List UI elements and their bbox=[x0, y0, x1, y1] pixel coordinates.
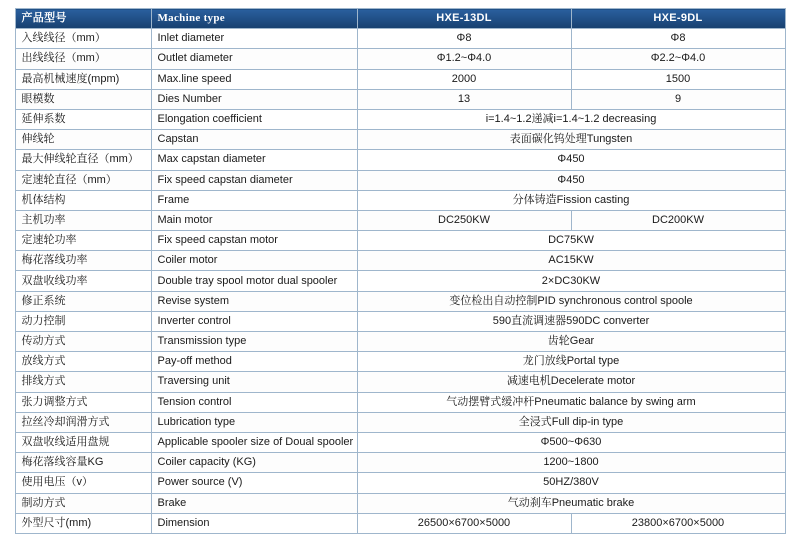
row-label-cn: 延伸系数 bbox=[15, 109, 151, 129]
column-header-model-cn: 产品型号 bbox=[15, 9, 151, 29]
table-row bbox=[15, 332, 785, 352]
row-label-en: Traversing unit bbox=[151, 372, 357, 392]
row-value: 590直流调速器590DC converter bbox=[357, 311, 785, 331]
row-label-en: Frame bbox=[151, 190, 357, 210]
column-header-hxe-13dl: HXE-13DL bbox=[357, 9, 571, 29]
row-label-en: Transmission type bbox=[151, 332, 357, 352]
row-label-cn: 传动方式 bbox=[15, 332, 151, 352]
table-header-row bbox=[15, 9, 785, 29]
row-value: DC250KW bbox=[357, 210, 571, 230]
table-row bbox=[15, 513, 785, 533]
row-label-en: Double tray spool motor dual spooler bbox=[151, 271, 357, 291]
row-label-en: Outlet diameter bbox=[151, 49, 357, 69]
row-label-cn: 双盘收线适用盘规 bbox=[15, 432, 151, 452]
row-value: DC75KW bbox=[357, 231, 785, 251]
row-value: 2×DC30KW bbox=[357, 271, 785, 291]
row-value: 1500 bbox=[571, 69, 785, 89]
row-label-en: Max capstan diameter bbox=[151, 150, 357, 170]
row-label-cn: 修正系统 bbox=[15, 291, 151, 311]
row-label-cn: 伸线轮 bbox=[15, 130, 151, 150]
table-row bbox=[15, 412, 785, 432]
row-label-en: Brake bbox=[151, 493, 357, 513]
row-label-cn: 制动方式 bbox=[15, 493, 151, 513]
table-row bbox=[15, 210, 785, 230]
row-label-cn: 眼模数 bbox=[15, 89, 151, 109]
table-row bbox=[15, 432, 785, 452]
row-label-en: Lubrication type bbox=[151, 412, 357, 432]
table-row bbox=[15, 352, 785, 372]
row-label-en: Dies Number bbox=[151, 89, 357, 109]
row-label-cn: 梅花落线容量KG bbox=[15, 453, 151, 473]
row-value: 50HZ/380V bbox=[357, 473, 785, 493]
row-value: Φ8 bbox=[571, 29, 785, 49]
table-row bbox=[15, 109, 785, 129]
row-value: 气动刹车Pneumatic brake bbox=[357, 493, 785, 513]
row-value: Φ450 bbox=[357, 150, 785, 170]
row-label-cn: 定速轮功率 bbox=[15, 231, 151, 251]
row-value: 减速电机Decelerate motor bbox=[357, 372, 785, 392]
table-row bbox=[15, 311, 785, 331]
row-value: 气动摆臂式缓冲杆Pneumatic balance by swing arm bbox=[357, 392, 785, 412]
row-value: 9 bbox=[571, 89, 785, 109]
row-label-cn: 梅花落线功率 bbox=[15, 251, 151, 271]
row-label-en: Fix speed capstan diameter bbox=[151, 170, 357, 190]
table-row bbox=[15, 271, 785, 291]
row-value: 全浸式Full dip-in type bbox=[357, 412, 785, 432]
table-row bbox=[15, 392, 785, 412]
row-value: 13 bbox=[357, 89, 571, 109]
table-row bbox=[15, 231, 785, 251]
row-label-cn: 主机功率 bbox=[15, 210, 151, 230]
row-label-cn: 双盘收线功率 bbox=[15, 271, 151, 291]
table-row bbox=[15, 29, 785, 49]
row-label-en: Revise system bbox=[151, 291, 357, 311]
row-label-en: Applicable spooler size of Doual spooler bbox=[151, 432, 357, 452]
table-row bbox=[15, 251, 785, 271]
row-label-en: Coiler motor bbox=[151, 251, 357, 271]
specification-table bbox=[15, 8, 786, 534]
row-label-en: Fix speed capstan motor bbox=[151, 231, 357, 251]
row-label-cn: 排线方式 bbox=[15, 372, 151, 392]
row-value: Φ450 bbox=[357, 170, 785, 190]
row-label-en: Pay-off method bbox=[151, 352, 357, 372]
row-label-en: Capstan bbox=[151, 130, 357, 150]
row-value: 分体铸造Fission casting bbox=[357, 190, 785, 210]
row-value: 龙门放线Portal type bbox=[357, 352, 785, 372]
column-header-machine-type: Machine type bbox=[151, 9, 357, 29]
table-row bbox=[15, 130, 785, 150]
row-value: 26500×6700×5000 bbox=[357, 513, 571, 533]
row-label-en: Main motor bbox=[151, 210, 357, 230]
row-label-en: Inverter control bbox=[151, 311, 357, 331]
column-header-hxe-9dl: HXE-9DL bbox=[571, 9, 785, 29]
row-value: Φ1.2~Φ4.0 bbox=[357, 49, 571, 69]
row-value: 23800×6700×5000 bbox=[571, 513, 785, 533]
table-row bbox=[15, 493, 785, 513]
row-label-en: Inlet diameter bbox=[151, 29, 357, 49]
row-label-cn: 出线线径（mm） bbox=[15, 49, 151, 69]
row-label-cn: 使用电压（v） bbox=[15, 473, 151, 493]
row-label-en: Elongation coefficient bbox=[151, 109, 357, 129]
row-value: 1200~1800 bbox=[357, 453, 785, 473]
table-row bbox=[15, 69, 785, 89]
row-label-cn: 定速轮直径（mm） bbox=[15, 170, 151, 190]
row-label-cn: 放线方式 bbox=[15, 352, 151, 372]
table-row bbox=[15, 170, 785, 190]
table-row bbox=[15, 49, 785, 69]
row-value: 齿轮Gear bbox=[357, 332, 785, 352]
table-header bbox=[15, 9, 785, 29]
table-row bbox=[15, 190, 785, 210]
row-value: Φ500~Φ630 bbox=[357, 432, 785, 452]
row-value: Φ8 bbox=[357, 29, 571, 49]
table-row bbox=[15, 372, 785, 392]
row-label-en: Power source (V) bbox=[151, 473, 357, 493]
row-value: i=1.4~1.2递减i=1.4~1.2 decreasing bbox=[357, 109, 785, 129]
row-value: DC200KW bbox=[571, 210, 785, 230]
row-label-cn: 入线线径（mm） bbox=[15, 29, 151, 49]
table-row bbox=[15, 89, 785, 109]
row-value: 变位检出自动控制PID synchronous control spoole bbox=[357, 291, 785, 311]
row-value: 表面碳化钨处理Tungsten bbox=[357, 130, 785, 150]
row-label-en: Tension control bbox=[151, 392, 357, 412]
row-label-cn: 张力调整方式 bbox=[15, 392, 151, 412]
row-label-cn: 最大伸线轮直径（mm） bbox=[15, 150, 151, 170]
table-row bbox=[15, 473, 785, 493]
row-value: 2000 bbox=[357, 69, 571, 89]
table-row bbox=[15, 453, 785, 473]
table-row bbox=[15, 291, 785, 311]
row-label-cn: 动力控制 bbox=[15, 311, 151, 331]
row-label-en: Max.line speed bbox=[151, 69, 357, 89]
row-label-cn: 拉丝冷却润滑方式 bbox=[15, 412, 151, 432]
table-row bbox=[15, 150, 785, 170]
row-label-cn: 机体结构 bbox=[15, 190, 151, 210]
table-body bbox=[15, 29, 785, 534]
row-label-en: Coiler capacity (KG) bbox=[151, 453, 357, 473]
row-value: Φ2.2~Φ4.0 bbox=[571, 49, 785, 69]
row-label-cn: 外型尺寸(mm) bbox=[15, 513, 151, 533]
row-value: AC15KW bbox=[357, 251, 785, 271]
row-label-cn: 最高机械速度(mpm) bbox=[15, 69, 151, 89]
row-label-en: Dimension bbox=[151, 513, 357, 533]
